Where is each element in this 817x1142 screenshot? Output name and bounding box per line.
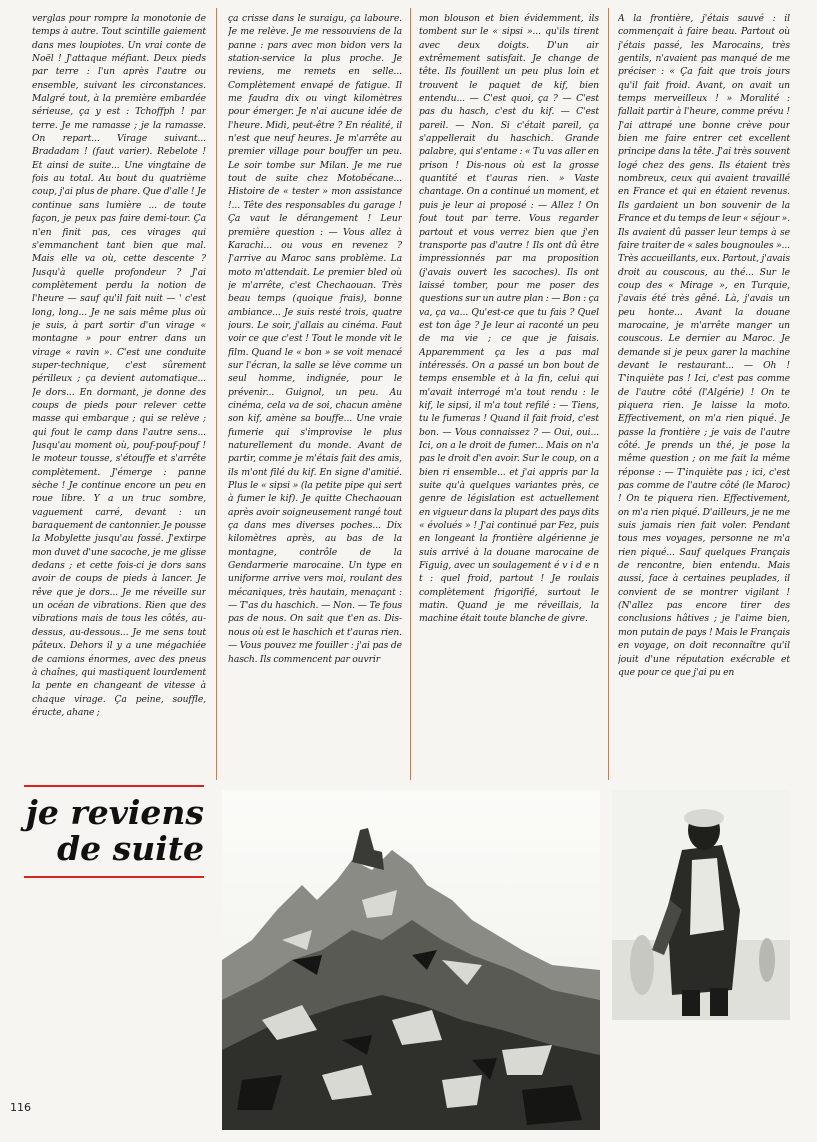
article-column-4: A la frontière, j'étais sauvé : il commençait à faire beau. Partout où j'étais passé, les Marocains, très gentils, n'avaient pas manqué de me préciser : « Ça fait que trois jours qu'il fait froid. Avant, on avait un temps merveilleux ! » Moralité : fallait partir à l'heure, comme prévu ! J'ai attrapé une bonne crève pour bien me faire entrer cet excellent principe dans la tête. J'ai très souvent logé chez des gens. Ils étaient très nombreux, ceux qui avaient travaillé en France et qui en étaient revenus. Ils gardaient un bon souvenir de la France et du temps de leur « séjour ». Ils avaient dû passer leur temps à se faire traiter de « sales bougnoules »... Très accueillants, eux. Partout, j'avais droit au couscous, au thé... Sur le coup des « Mirage », en Turquie, j'avais été très gêné. Là, j'avais un peu honte... Avant la douane marocaine, je m'arrête manger un couscous. Le dernier au Maroc. Je demande si je peux garer la machine devant le restaurant... — Oh ! T'inquiète pas ! Ici, c'est pas comme de l'autre côté (l'Algérie) ! On te piquera rien. Je laisse la moto. Effectivement, on m'a rien piqué. Je passe la frontière ; je vais de l'autre côté. Je prends un thé, je pose la même question ; on me fait la même réponse : — T'inquiète pas ; ici, c'est pas comme de l'autre côté (le Maroc) ! On te piquera rien. Effectivement, on m'a rien piqué. D'ailleurs, je ne me suis jamais rien fait voler. Pendant tous mes voyages, personne ne m'a rien piqué... Sauf quelques Français de rencontre, bien entendu. Mais aussi, face à certaines peuplades, il convient de se montrer vigilant ! (N'allez pas encore tirer des conclusions hâtives ; je l'aime bien, mon putain de pays ! Mais le Français en voyage, on doit reconnaître qu'il jouit d'une réputation exécrable et que pour ce que j'ai pu en [618,13,790,678]
article-headline [24,795,204,867]
headline-rule-bottom [24,876,204,878]
article-column-1: verglas pour rompre la monotonie de temps à autre. Tout scintille gaiement dans mes loupiotes. Un vrai conte de Noël ! J'attaque méfiant. Deux pieds par terre : l'un après l'autre ou ensemble, suivant les circonstances. Malgré tout, à la première embardée sérieuse, ça y est : Tchoffph ! par terre. Je me ramasse ; je la ramasse. On repart... Virage suivant... Bradadam ! (faut varier). Rebelote ! Et ainsi de suite... Une vingtaine de fois au total. Au bout du quatrième coup, j'ai plus de phare. Que d'alle ! Je continue sans lumière ... de toute façon, je peux pas faire demi-tour. Ça n'en finit pas, ces virages qui s'emmanchent tant bien que mal. Mais elle va où, cette descente ? Jusqu'à quelle profondeur ? J'ai complètement perdu la notion de l'heure — sauf qu'il fait nuit — ' c'est long, long... Je ne sais même plus où je suis, à part sortir d'un virage « montagne » pour entrer dans un virage « ravin ». C'est une conduite super-technique, c'est sûrement périlleux ; ça devient automatique... Je dors... En dormant, je donne des coups de pieds pour relever cette masse qui embarque ; qui se relève ; qui fout le camp dans l'autre sens... Jusqu'au moment où, pouf-pouf-pouf ! le moteur tousse, s'étouffe et s'arrête complètement. J'émerge : panne sèche ! Je continue encore un peu en roue libre. Y a un truc sombre, vaguement carré, devant : un baraquement de cantonnier. Je pousse la Mobylette jusqu'au fossé. J'extirpe mon duvet d'une sacoche, je me glisse dedans ; et cette fois-ci je dors sans avoir de coups de pieds à lancer. Je rêve que je dors... Je me réveille sur un océan de vibrations. Rien que des vibrations mais de tous les côtés, au-dessus, au-dessous... Je me sens tout pâteux. Dehors il y a une mégachiée de camions énormes, avec des pneus à chaînes, qui mastiquent lourdement la pente en changeant de vitesse à chaque virage. Ça peine, souffle, éructe, ahane ; [32,13,206,718]
headline-line-2: de suite [57,829,204,868]
article-column-2: ça crisse dans le suraigu, ça laboure. Je me relève. Je me ressouviens de la panne : pars avec mon bidon vers la station-service la plus proche. Je reviens, me remets en selle... Complètement envapé de fatigue. Il me faudra dix ou vingt kilomètres pour émerger. Je n'ai aucune idée de l'heure. Midi, peut-être ? En réalité, il n'est que neuf heures. Je m'arrête au premier village pour bouffer un peu. Le soir tombe sur Milan. Je me rue tout de suite chez Motobécane... Histoire de « tester » mon assistance !... Tête des responsables du garage ! Ça vaut le dérangement ! Leur première question : — Vous allez à Karachi... ou vous en revenez ? J'arrive au Maroc sans problème. La moto m'attendait. Le premier bled où je m'arrête, c'est Chechaouan. Très beau temps (quoique frais), bonne ambiance... Je suis resté trois, quatre jours. Le soir, j'allais au cinéma. Faut voir ce que c'est ! Tout le monde vit le film. Quand le « bon » se voit menacé sur l'écran, la salle se lève comme un seul homme, indignée, pour le prévenir... Guignol, un peu. Au cinéma, cela va de soi, chacun amène son kif, amène sa bouffe... Une vraie fumerie qui s'improvise le plus naturellement du monde. Avant de partir, comme je m'étais fait des amis, ils m'ont filé du kif. En signe d'amitié. Plus le « sipsi » (la petite pipe qui sert à fumer le kif). Je quitte Chechaouan après avoir soigneusement rangé tout ça dans mes diverses poches... Dix kilomètres après, au bas de la montagne, contrôle de la Gendarmerie marocaine. Un type en uniforme arrive vers moi, roulant des mécaniques, très hautain, menaçant : — T'as du haschich. — Non. — Te fous pas de nous. On sait que t'en as. Dis-nous où est le haschich et t'auras rien. — Vous pouvez me fouiller : j'ai pas de hasch. Ils commencent par ouvrir [228,13,402,665]
mountain-village-photo [222,790,600,1130]
column-divider [608,8,609,780]
headline-line-1: je reviens [25,793,204,832]
page-number: 116 [10,1101,31,1114]
moroccan-man-photo [612,790,790,1020]
headline-rule-top [24,785,204,787]
column-divider [410,8,411,780]
column-divider [216,8,217,780]
article-column-3: mon blouson et bien évidemment, ils tombent sur le « sipsi »... qu'ils tirent avec deux doigts. D'un air extrêmement satisfait. Je change de tête. Ils fouillent un peu plus loin et trouvent le paquet de kif, bien entendu... — C'est quoi, ça ? — C'est pas du hasch, c'est du kif. — C'est pareil. — Non. Si c'était pareil, ça s'appellerait du haschich. Grande palabre, qui s'entame : « Tu vas aller en prison ! Dis-nous où est la grosse quantité et t'auras rien. » Vaste chantage. On a continué un moment, et puis je leur ai proposé : — Allez ! On fout tout par terre. Vous regarder partout et vous verrez bien que j'en transporte pas d'autre ! Ils ont dû être impressionnés par ma proposition (j'avais ouvert les sacoches). Ils ont laissé tomber, pour me poser des questions sur un autre plan : — Bon : ça va, ça va... Qu'est-ce que tu fais ? Quel est ton âge ? Je leur ai raconté un peu de ma vie ; ce que je faisais. Apparemment ça les a pas mal intéressés. On a passé un bon bout de temps ensemble et à la fin, celui qui m'avait interrogé m'a tout rendu : le kif, le sipsi, il m'a tout refilé : — Tiens, tu le fumeras ! Quand il fait froid, c'est bon. — Vous connaissez ? — Oui, oui... Ici, on a le droit de fumer... Mais on n'a pas le droit d'en avoir. Sur le coup, on a bien ri ensemble... et j'ai appris par la suite qu'à quelques variantes près, ce genre de législation est actuellement en vigueur dans la plupart des pays dits « évolués » ! J'ai continué par Fez, puis en longeant la frontière algérienne je suis arrivé à la douane marocaine de Figuig, avec un soulagement é v i d e n t : quel froid, partout ! Je roulais complètement frigorifié, surtout le matin. Quand je me réveillais, la machine était toute blanche de givre. [419,13,599,625]
